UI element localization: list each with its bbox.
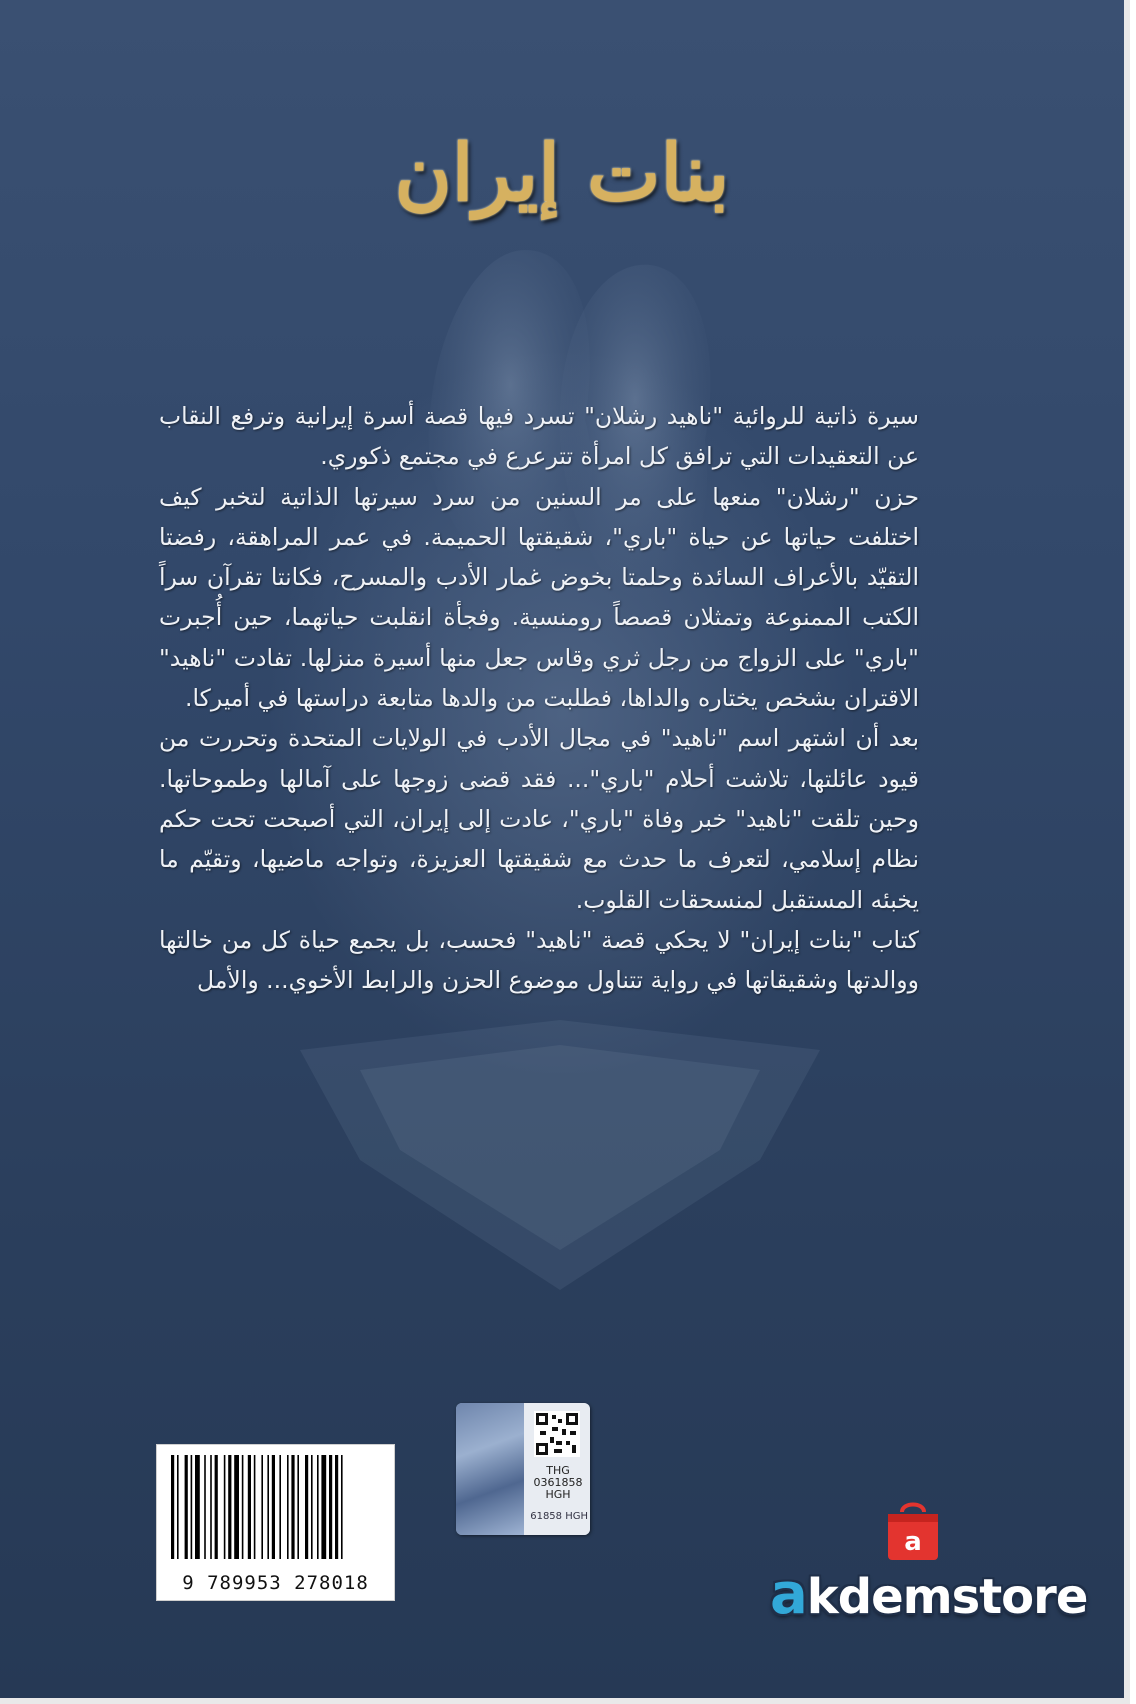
barcode-bar: [228, 1455, 231, 1559]
book-title: بنات إيران: [394, 128, 730, 219]
sticker-bottom-code: 61858 HGH: [530, 1511, 588, 1522]
barcode-bar: [267, 1455, 269, 1559]
barcode-bar: [204, 1455, 206, 1559]
sticker-code-line: HGH: [545, 1488, 571, 1501]
barcode-bar: [215, 1455, 218, 1559]
qr-code-icon: [534, 1411, 580, 1457]
barcode-bar: [341, 1455, 343, 1559]
store-name-rest: kdemstore: [806, 1569, 1088, 1625]
barcode-bar: [254, 1455, 256, 1559]
blurb-paragraph: بعد أن اشتهر اسم "ناهيد" في مجال الأدب في الولايات المتحدة وتحررت من قيود عائلتها، تلاشت أحلام "باري"... فقد قضى زوجها على آمالها وطموحاتها. وحين تلقت "ناهيد" خبر وفاة "باري"، عادت إلى إيران، التي أصبحت تحت حكم نظام إسلامي، لتعرف ما حدث مع شقيقتها العزيزة، وتواجه ماضيها، وتقيّم ما يخبئه المستقبل لمنسحقات القلوب.: [159, 724, 919, 914]
barcode-bar: [224, 1455, 226, 1559]
blurb-paragraph: كتاب "بنات إيران" لا يحكي قصة "ناهيد" فحسب، بل يجمع حياة كل من خالتها ووالدتها وشقيقاتها في رواية تتناول موضوع الحزن والرابط الأخوي... والأمل: [159, 925, 919, 995]
blurb-paragraph: سيرة ذاتية للروائية "ناهيد رشلان" تسرد فيها قصة أسرة إيرانية وترفع النقاب عن التعقيدات التي ترافق كل امرأة تترعرع في مجتمع ذكوري.: [159, 402, 919, 471]
isbn-number: 9 789953 278018: [182, 1572, 369, 1594]
store-watermark: [770, 1562, 1087, 1627]
barcode-bar: [311, 1455, 313, 1559]
barcode-bars: [169, 1455, 382, 1563]
barcode-bar: [261, 1455, 263, 1559]
barcode-bar: [177, 1455, 179, 1559]
barcode-bar: [242, 1455, 244, 1559]
barcode-bar: [248, 1455, 251, 1559]
barcode-bar: [317, 1455, 319, 1559]
barcode-bar: [234, 1455, 239, 1559]
price-sticker: [456, 1403, 590, 1535]
barcode-bar: [329, 1455, 332, 1559]
gift-bag-icon: [880, 1498, 946, 1564]
barcode-bar: [279, 1455, 281, 1559]
barcode-bar: [305, 1455, 308, 1559]
gift-bag-letter: a: [904, 1527, 922, 1557]
blurb-text: [159, 396, 919, 1000]
sticker-code: [528, 1465, 588, 1501]
barcode-bar: [185, 1455, 188, 1559]
store-name-first: a: [770, 1562, 807, 1627]
barcode-bar: [195, 1455, 200, 1559]
barcode-bar: [335, 1455, 338, 1559]
blurb-paragraph: حزن "رشلان" منعها على مر السنين من سرد سيرتها الذاتية لتخبر كيف اختلفت حياتها عن حياة "باري"، شقيقتها الحميمة. في عمر المراهقة، رفضتا التقيّد بالأعراف السائدة وحلمتا بخوض غمار الأدب والمسرح، فكانتا تقرآن سراً الكتب الممنوعة وتمثلان قصصاً رومنسية. وفجأة انقلبت حياتهما، حين أُجبرت "باري" على الزواج من رجل ثري وقاس جعل منها أسيرة منزلها. تفادت "ناهيد" الاقتران بشخص يختاره والداها، فطلبت من والدها متابعة دراستها في أميركا.: [159, 482, 919, 713]
barcode-bar: [191, 1455, 193, 1559]
sticker-code-line: THG: [546, 1464, 570, 1477]
barcode-bar: [171, 1455, 174, 1559]
sticker-code-line: 0361858: [533, 1476, 583, 1489]
barcode-bar: [210, 1455, 212, 1559]
barcode-bar: [287, 1455, 289, 1559]
isbn-barcode: [156, 1444, 395, 1601]
barcode-bar: [297, 1455, 299, 1559]
barcode-bar: [291, 1455, 294, 1559]
barcode-bar: [321, 1455, 326, 1559]
barcode-bar: [272, 1455, 275, 1559]
